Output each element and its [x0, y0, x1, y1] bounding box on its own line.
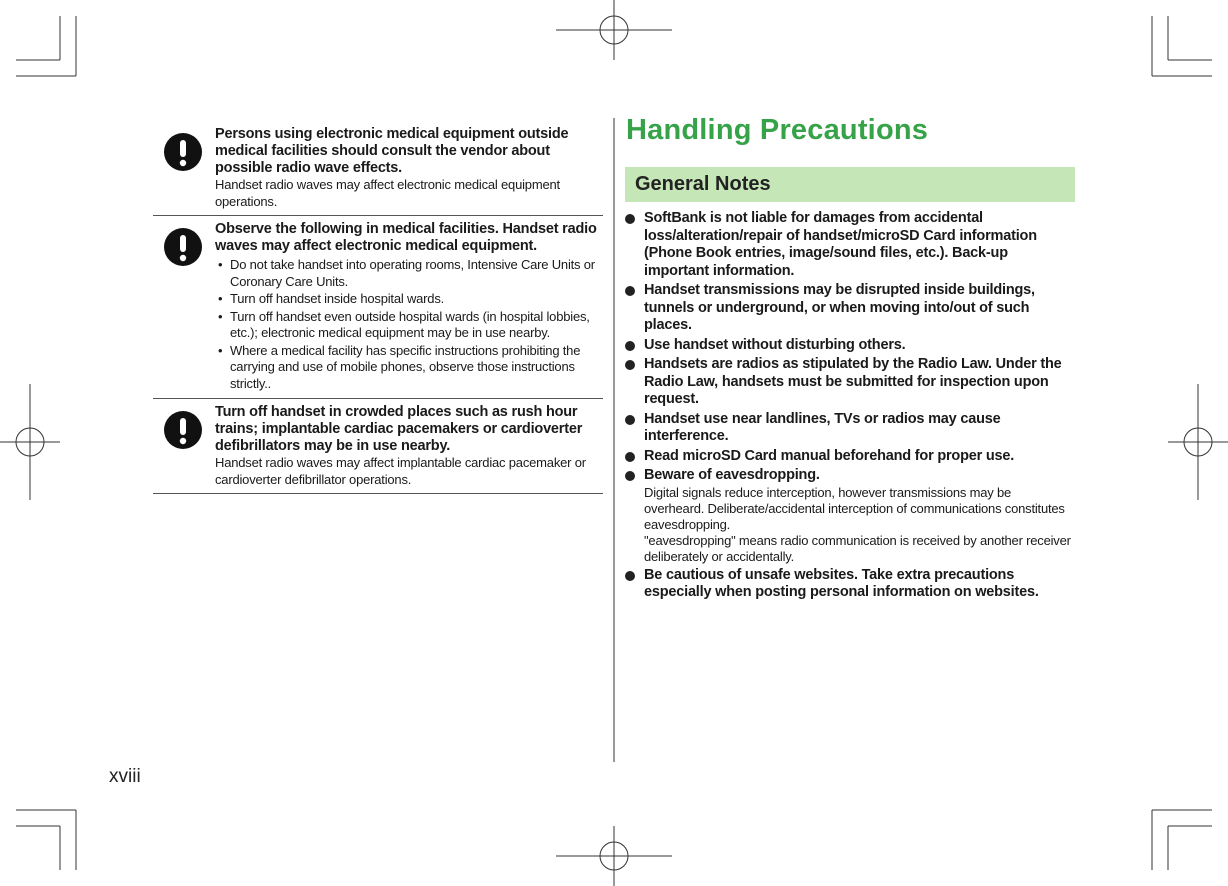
note-text: Be cautious of unsafe websites. Take extra precautions especially when posting personal information on websites.	[644, 566, 1039, 600]
list-item	[624, 411, 1074, 446]
warning-title: Persons using electronic medical equipment outside medical facilities should consult the vendor about possible radio wave effects.	[215, 126, 569, 176]
list-item	[624, 467, 1074, 565]
section-heading	[625, 167, 1075, 202]
list-item	[624, 337, 1074, 355]
column-divider	[613, 118, 615, 762]
list-item	[624, 448, 1074, 466]
section-heading-label: General Notes	[635, 173, 771, 195]
bullet-dot-icon	[625, 341, 635, 351]
list-item: • Do not take handset into operating rooms, Intensive Care Units or Coronary Care Units.	[215, 257, 603, 290]
list-item	[624, 210, 1074, 280]
general-notes-list	[624, 210, 1074, 604]
list-item	[624, 282, 1074, 335]
bullet-dot-icon	[625, 452, 635, 462]
warning-body: Handset radio waves may affect electronic medical equipment operations.	[215, 177, 560, 209]
bullet-dot-icon	[625, 214, 635, 224]
exclamation-icon	[163, 410, 203, 450]
list-item	[624, 356, 1074, 409]
warning-title: Turn off handset in crowded places such as rush hour trains; implantable cardiac pacemakers or cardioverter defibrillators may be in use nearby.	[215, 404, 583, 454]
list-item: • Where a medical facility has specific instructions prohibiting the carrying and use of mobile phones, observe those instructions strictly..	[215, 343, 603, 393]
warning-body: Handset radio waves may affect implantable cardiac pacemaker or cardioverter defibrillator operations.	[215, 455, 586, 487]
note-text: Handset use near landlines, TVs or radios may cause interference.	[644, 410, 1001, 444]
bullet-dot-icon	[625, 415, 635, 425]
warning-title: Observe the following in medical facilities. Handset radio waves may affect electronic medical equipment.	[215, 221, 597, 254]
note-text: Read microSD Card manual beforehand for proper use.	[644, 447, 1015, 464]
exclamation-icon	[163, 132, 203, 172]
list-item: • Turn off handset even outside hospital wards (in hospital lobbies, etc.); electronic medical equipment may be in use nearby.	[215, 309, 603, 342]
bullet-dot-icon	[625, 360, 635, 370]
bullet-dot-icon	[625, 471, 635, 481]
list-item: • Turn off handset inside hospital wards.	[215, 291, 603, 308]
list-item	[624, 567, 1074, 602]
note-text: Use handset without disturbing others.	[644, 336, 906, 353]
note-detail: Digital signals reduce interception, however transmissions may be overheard. Deliberate/accidental interception of communications constitutes eavesdropping.	[644, 484, 1065, 532]
note-text: SoftBank is not liable for damages from accidental loss/alteration/repair of handset/microSD Card information (Phone Book entries, image/sound files, etc.). Back-up important information.	[644, 210, 1037, 279]
left-column	[153, 126, 603, 499]
note-detail: "eavesdropping" means radio communication is received by another receiver deliberately or accidentally.	[644, 532, 1071, 564]
warning-block	[153, 404, 603, 494]
bullet-dot-icon	[625, 571, 635, 581]
note-text: Beware of eavesdropping.	[644, 467, 820, 483]
note-text: Handset transmissions may be disrupted inside buildings, tunnels or underground, or when moving into/out of such places.	[644, 282, 1035, 333]
note-text: Handsets are radios as stipulated by the Radio Law. Under the Radio Law, handsets must be submitted for inspection upon request.	[644, 356, 1062, 407]
bullet-dot-icon	[625, 286, 635, 296]
warning-block	[153, 126, 603, 216]
warning-block	[153, 221, 603, 399]
exclamation-icon	[163, 227, 203, 267]
page-number: xviii	[109, 766, 141, 787]
bullet-list	[215, 257, 603, 392]
page-title: Handling Precautions	[626, 114, 929, 146]
